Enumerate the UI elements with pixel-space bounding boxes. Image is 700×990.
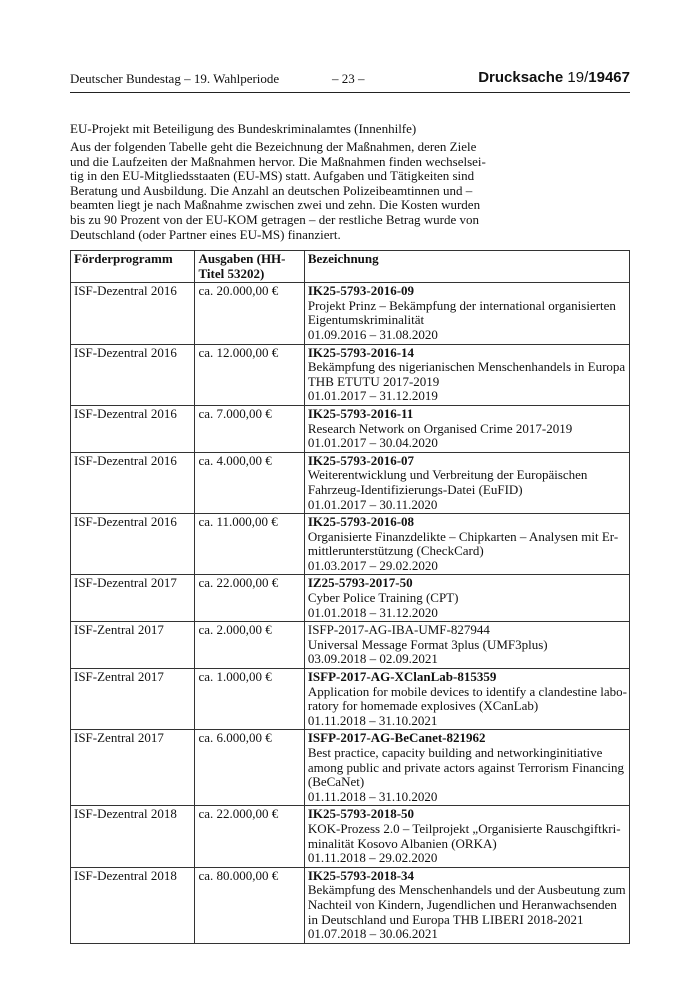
column-header-program: Förderprogramm	[71, 251, 195, 283]
intro-line: bis zu 90 Prozent von der EU-KOM getragen – der restliche Betrag wurde von	[70, 211, 480, 227]
section-subtitle: EU-Projekt mit Beteiligung des Bundeskriminalamtes (Innenhilfe)	[70, 121, 417, 136]
costs-cell: ca. 22.000,00 €	[195, 575, 304, 622]
document-number	[478, 69, 630, 86]
designation-cell	[304, 669, 629, 730]
projects-table	[70, 250, 630, 944]
project-code: IK25-5793-2016-08	[307, 514, 415, 530]
designation-line: ratory for homemade explosives (XCanLab)	[307, 698, 539, 714]
designation-line: 01.07.2018 – 30.06.2021	[307, 926, 438, 942]
designation-line: (BeCaNet)	[307, 774, 365, 790]
designation-cell	[304, 575, 629, 622]
costs-cell: ca. 20.000,00 €	[195, 283, 304, 344]
designation-line: minalität Kosovo Albanien (ORKA)	[307, 835, 497, 851]
designation-line: Application for mobile devices to identify a clandestine labo-	[307, 683, 627, 699]
program-cell: ISF-Dezentral 2016	[71, 452, 195, 513]
table-row	[71, 452, 630, 513]
program-cell: ISF-Dezentral 2018	[71, 806, 195, 867]
designation-cell	[304, 344, 629, 405]
project-code: ISFP-2017-AG-BeCanet-821962	[307, 730, 486, 746]
project-code: IZ25-5793-2017-50	[307, 575, 413, 591]
designation-line: 01.09.2016 – 31.08.2020	[307, 326, 438, 342]
designation-cell	[304, 622, 629, 669]
designation-line: Nachteil von Kindern, Jugendlichen und Heranwachsenden	[307, 896, 617, 912]
designation-line: Bekämpfung des Menschenhandels und der Ausbeutung zum	[307, 882, 626, 898]
table-row	[71, 806, 630, 867]
intro-paragraph	[70, 139, 486, 242]
designation-line: in Deutschland und Europa THB LIBERI 2018-2021	[307, 911, 584, 927]
document-label: Drucksache	[478, 69, 564, 86]
designation-cell	[304, 730, 629, 806]
intro-line: tig in den EU-Mitgliedsstaaten (EU-MS) statt. Aufgaben und Tätigkeiten sind	[70, 168, 475, 184]
table-row	[71, 622, 630, 669]
project-code: IK25-5793-2016-11	[307, 405, 414, 421]
table-row	[71, 730, 630, 806]
costs-cell: ca. 11.000,00 €	[195, 514, 304, 575]
project-code: IK25-5793-2018-34	[307, 867, 415, 883]
table-header-row	[71, 251, 630, 283]
program-cell: ISF-Zentral 2017	[71, 669, 195, 730]
designation-line: 01.01.2017 – 30.11.2020	[307, 496, 438, 512]
designation-line: Fahrzeug-Identifizierungs-Datei (EuFID)	[307, 481, 523, 497]
program-cell: ISF-Dezentral 2016	[71, 405, 195, 452]
page-header	[70, 71, 630, 91]
program-cell: ISF-Dezentral 2016	[71, 344, 195, 405]
table-row	[71, 867, 630, 943]
project-code: IK25-5793-2016-14	[307, 344, 415, 360]
header-rule	[70, 92, 630, 93]
designation-cell	[304, 405, 629, 452]
designation-line: Organisierte Finanzdelikte – Chipkarten – Analysen mit Er-	[307, 528, 619, 544]
program-cell: ISF-Zentral 2017	[71, 622, 195, 669]
costs-cell: ca. 80.000,00 €	[195, 867, 304, 943]
costs-cell: ca. 12.000,00 €	[195, 344, 304, 405]
costs-cell: ca. 7.000,00 €	[195, 405, 304, 452]
column-header-designation: Bezeichnung	[304, 251, 629, 283]
header-publication: Deutscher Bundestag – 19. Wahlperiode	[70, 71, 280, 86]
designation-line: 01.11.2018 – 31.10.2021	[307, 712, 438, 728]
designation-line: 01.11.2018 – 29.02.2020	[307, 850, 438, 866]
designation-line: 01.03.2017 – 29.02.2020	[307, 557, 438, 573]
column-header-costs	[195, 251, 304, 283]
document-number-value: 19467	[588, 69, 630, 86]
document-number-prefix: 19/	[567, 69, 589, 86]
designation-line: THB ETUTU 2017-2019	[307, 373, 440, 389]
intro-line: Aus der folgenden Tabelle geht die Bezeichnung der Maßnahmen, deren Ziele	[70, 139, 477, 154]
designation-line: Bekämpfung des nigerianischen Menschenhandels in Europa	[307, 359, 626, 375]
designation-line: Projekt Prinz – Bekämpfung der international organisierten	[307, 297, 616, 313]
designation-line: Eigentumskriminalität	[307, 312, 425, 328]
designation-cell	[304, 514, 629, 575]
page-number: – 23 –	[332, 71, 365, 86]
designation-line: 01.01.2017 – 30.04.2020	[307, 435, 438, 451]
designation-line: 01.11.2018 – 31.10.2020	[307, 788, 438, 804]
designation-cell	[304, 806, 629, 867]
designation-line: 01.01.2017 – 31.12.2019	[307, 388, 438, 404]
program-cell: ISF-Dezentral 2016	[71, 514, 195, 575]
intro-line: und die Laufzeiten der Maßnahmen hervor. Die Maßnahmen finden wechselsei-	[70, 153, 486, 169]
program-cell: ISF-Zentral 2017	[71, 730, 195, 806]
column-header-costs-line1: Ausgaben (HH-	[198, 251, 286, 266]
designation-line: 03.09.2018 – 02.09.2021	[307, 651, 438, 667]
costs-cell: ca. 1.000,00 €	[195, 669, 304, 730]
designation-line: Cyber Police Training (CPT)	[307, 590, 459, 606]
table-row	[71, 283, 630, 344]
costs-cell: ca. 4.000,00 €	[195, 452, 304, 513]
designation-cell	[304, 452, 629, 513]
project-code: IK25-5793-2016-09	[307, 283, 415, 299]
project-code: ISFP-2017-AG-IBA-UMF-827944	[307, 622, 490, 638]
costs-cell: ca. 6.000,00 €	[195, 730, 304, 806]
intro-line: Beratung und Ausbildung. Die Anzahl an deutschen Polizeibeamtinnen und –	[70, 182, 473, 198]
table-row	[71, 669, 630, 730]
table-row	[71, 344, 630, 405]
designation-line: Weiterentwicklung und Verbreitung der Europäischen	[307, 467, 588, 483]
intro-line: beamten liegt je nach Maßnahme zwischen zwei und zehn. Die Kosten wurden	[70, 197, 481, 213]
designation-line: Universal Message Format 3plus (UMF3plus)	[307, 636, 548, 652]
program-cell: ISF-Dezentral 2017	[71, 575, 195, 622]
intro-line: Deutschland (oder Partner eines EU-MS) finanziert.	[70, 226, 341, 242]
program-cell: ISF-Dezentral 2016	[71, 283, 195, 344]
costs-cell: ca. 2.000,00 €	[195, 622, 304, 669]
designation-line: 01.01.2018 – 31.12.2020	[307, 604, 438, 620]
designation-line: KOK-Prozess 2.0 – Teilprojekt „Organisierte Rauschgiftkri-	[307, 820, 621, 836]
project-code: IK25-5793-2018-50	[307, 806, 415, 822]
designation-line: Research Network on Organised Crime 2017-2019	[307, 420, 573, 436]
column-header-costs-line2: Titel 53202)	[198, 265, 265, 281]
designation-line: Best practice, capacity building and networkinginitiative	[307, 745, 603, 760]
designation-line: mittlerunterstützung (CheckCard)	[307, 543, 484, 559]
program-cell: ISF-Dezentral 2018	[71, 867, 195, 943]
designation-cell	[304, 867, 629, 943]
designation-line: among public and private actors against Terrorism Financing	[307, 759, 625, 775]
project-code: ISFP-2017-AG-XClanLab-815359	[307, 669, 497, 685]
costs-cell: ca. 22.000,00 €	[195, 806, 304, 867]
project-code: IK25-5793-2016-07	[307, 452, 415, 468]
table-row	[71, 405, 630, 452]
table-row	[71, 575, 630, 622]
designation-cell	[304, 283, 629, 344]
table-row	[71, 514, 630, 575]
